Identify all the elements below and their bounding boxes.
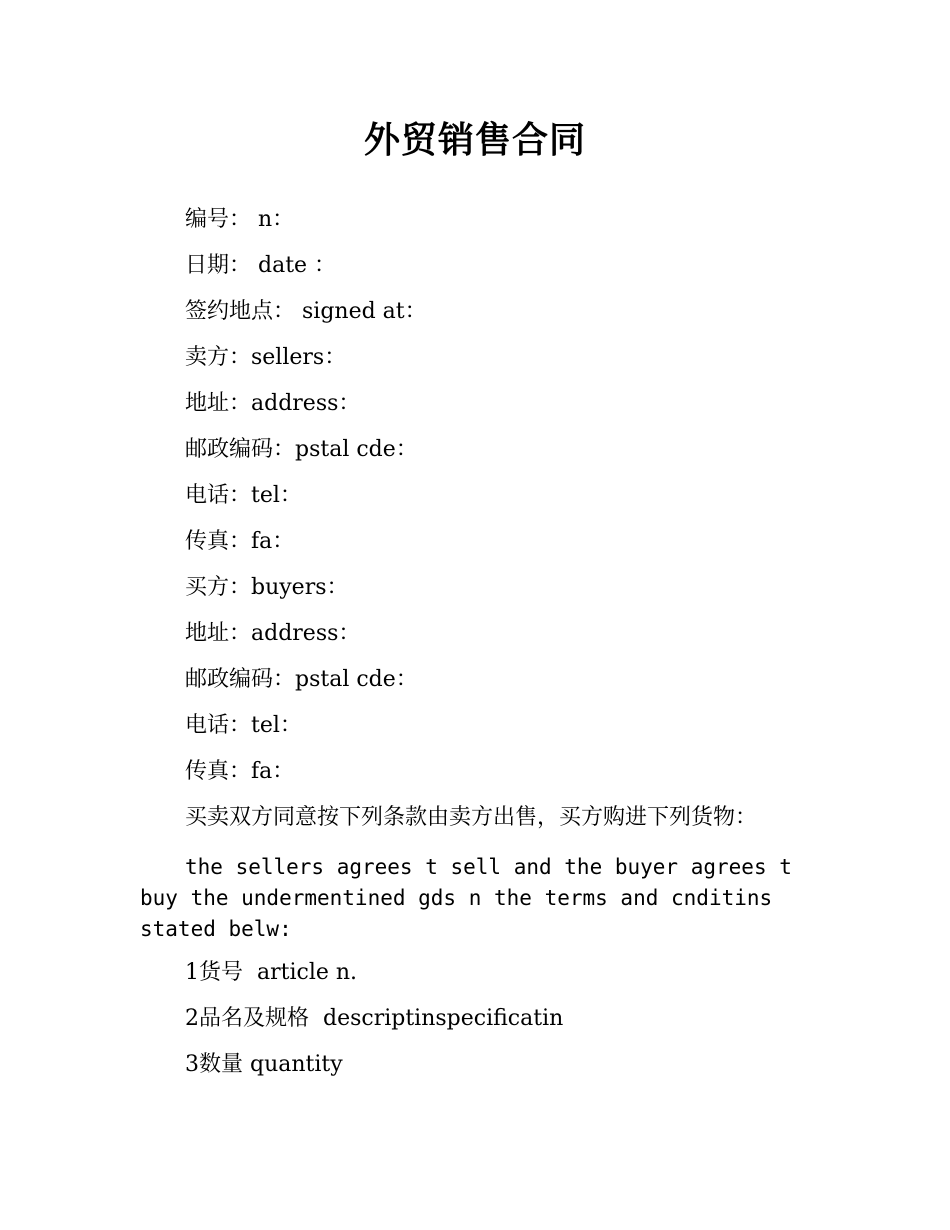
field-sellers: 卖方：sellers：	[185, 345, 347, 370]
field-buyers: 买方：buyers：	[185, 575, 349, 600]
agreement-statement: 买卖双方同意按下列条款由卖方出售，买方购进下列货物：	[185, 805, 758, 830]
item-article-number: 1货号 article n.	[185, 960, 358, 985]
item-quantity: 3数量 quantity	[185, 1052, 343, 1077]
field-seller-address: 地址：address：	[185, 391, 361, 416]
field-seller-fax: 传真：fa：	[185, 529, 295, 554]
field-buyer-postal-code: 邮政编码：pstal cde：	[185, 667, 418, 692]
field-number: 编号： n：	[185, 207, 295, 232]
item-description: 2品名及规格 descriptinspecificatin	[185, 1006, 564, 1031]
field-seller-postal-code: 邮政编码：pstal cde：	[185, 437, 418, 462]
english-agreement-paragraph: the sellers agrees t sell and the buyer agrees t buy the undermentined gds n the terms and cnditins stated belw:	[140, 855, 792, 941]
field-buyer-fax: 传真：fa：	[185, 759, 295, 784]
field-signed-at: 签约地点： signed at：	[185, 299, 427, 324]
field-buyer-address: 地址：address：	[185, 621, 361, 646]
field-date: 日期： date ：	[185, 253, 337, 278]
field-seller-tel: 电话：tel：	[185, 483, 302, 508]
field-buyer-tel: 电话：tel：	[185, 713, 302, 738]
document-title: 外贸销售合同	[363, 120, 586, 161]
